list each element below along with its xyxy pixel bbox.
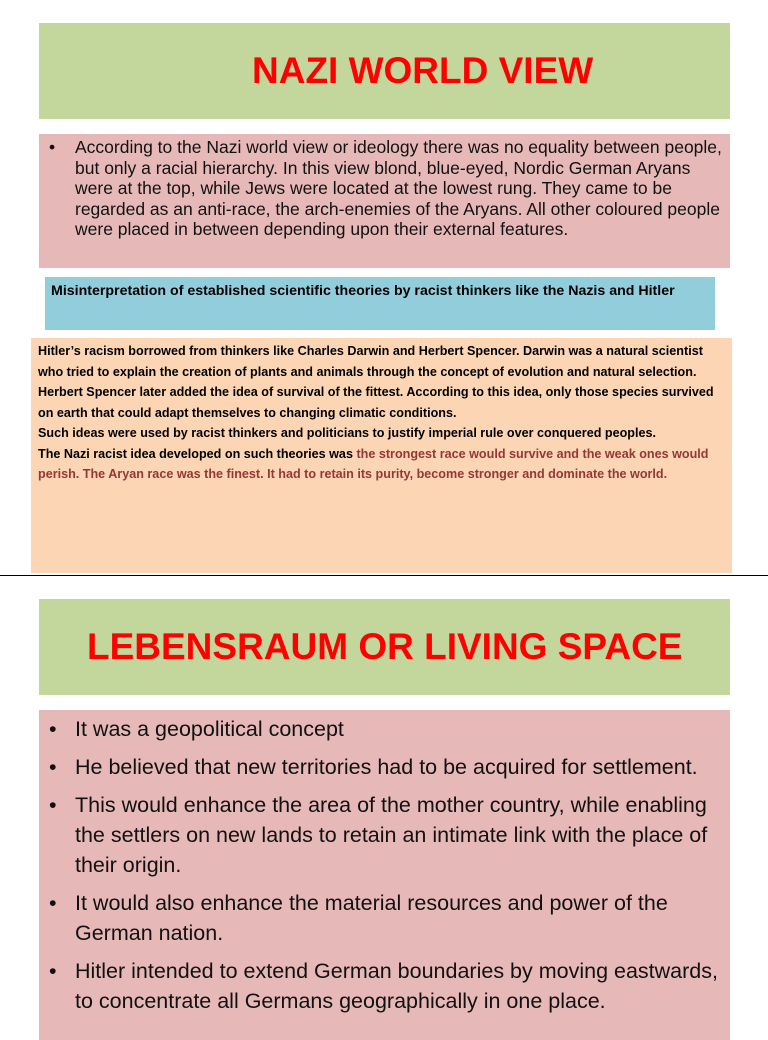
highlighted-text: the strongest race would survive and the weak ones would perish. The Aryan race was the finest. It had to retain its purity, become stronger and dominate the world. [38, 446, 709, 481]
bullet-marker: • [49, 755, 57, 779]
slide-title-box [39, 23, 730, 119]
bullet-marker: • [49, 959, 57, 983]
bullet-marker: • [49, 891, 57, 915]
bullet-item [49, 956, 722, 1016]
bullet-marker: • [49, 717, 57, 741]
slide-title-box [39, 599, 730, 695]
paragraph: Such ideas were used by racist thinkers and politicians to justify imperial rule over conquered peoples. [38, 426, 656, 440]
paragraph [38, 444, 726, 485]
bullet-list [49, 137, 722, 240]
bullet-item [49, 888, 722, 948]
slide-title: NAZI WORLD VIEW [252, 50, 594, 91]
bullet-item [49, 790, 722, 880]
lebensraum-bullet-box [39, 710, 730, 1040]
bullet-marker: • [49, 137, 56, 157]
ideology-bullet-box [39, 134, 730, 268]
paragraph: Hitler’s racism borrowed from thinkers like Charles Darwin and Herbert Spencer. Darwin was a natural scientist who tried to explain the creation of plants and animals through the concept of evolution and natural selection. Herbert Spencer later added the idea of survival of the fittest. According to this idea, only those species survived on earth that could adapt themselves to changing climatic conditions. [38, 344, 714, 420]
bullet-marker: • [49, 793, 57, 817]
bullet-item [49, 137, 722, 240]
bullet-text: According to the Nazi world view or ideology there was no equality between people, but only a racial hierarchy. In this view blond, blue-eyed, Nordic German Aryans were at the top, while Jews were located at the lowest rung. They came to be regarded as an anti-race, the arch-enemies of the Aryans. All other coloured people were placed in between depending upon their external features. [75, 137, 722, 239]
bullet-list [49, 714, 722, 1016]
bullet-item [49, 752, 722, 782]
bullet-text: It was a geopolitical concept [75, 717, 344, 741]
bullet-text: It would also enhance the material resources and power of the German nation. [75, 891, 668, 945]
bullet-text: Hitler intended to extend German boundaries by moving eastwards, to concentrate all Germans geographically in one place. [75, 959, 718, 1013]
subheading-text: Misinterpretation of established scientific theories by racist thinkers like the Nazis and Hitler [51, 283, 675, 299]
slide-lebensraum [0, 576, 768, 1024]
bullet-text: He believed that new territories had to be acquired for settlement. [75, 755, 698, 779]
paragraph-text: The Nazi racist idea developed on such theories was [38, 446, 357, 461]
subheading-box [45, 277, 715, 330]
bullet-text: This would enhance the area of the mother country, while enabling the settlers on new lands to retain an intimate link with the place of their origin. [75, 793, 708, 877]
slide-title: LEBENSRAUM OR LIVING SPACE [87, 626, 683, 667]
racism-theory-box [31, 338, 732, 573]
bullet-item [49, 714, 722, 744]
